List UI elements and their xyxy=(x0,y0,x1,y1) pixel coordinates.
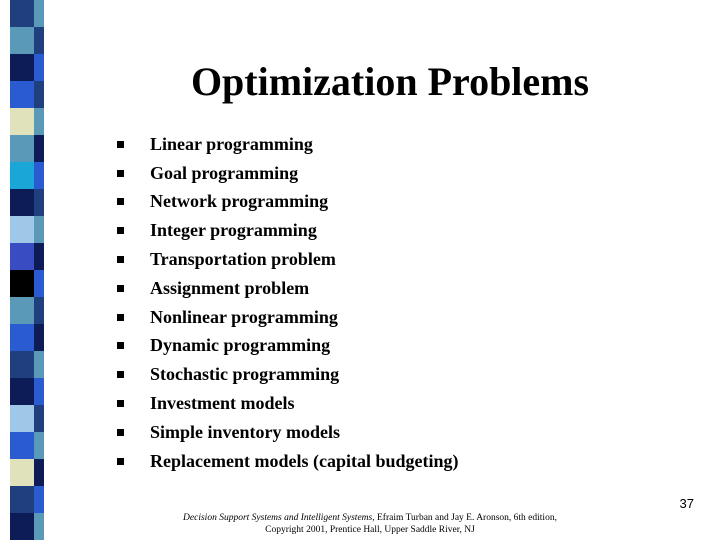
stripe-block xyxy=(10,459,34,487)
list-item xyxy=(110,303,458,332)
stripe-block xyxy=(10,324,34,352)
square-bullet-icon xyxy=(117,141,124,148)
slide-title: Optimization Problems xyxy=(190,59,590,104)
stripe-block xyxy=(34,216,44,244)
stripe-block xyxy=(10,189,34,217)
stripe-block xyxy=(10,297,34,325)
stripe-block xyxy=(10,513,34,540)
stripe-block xyxy=(10,432,34,460)
stripe-block xyxy=(34,54,44,82)
list-item xyxy=(110,188,458,217)
list-item xyxy=(110,216,458,245)
bullet-list xyxy=(110,130,458,476)
stripe-block xyxy=(34,189,44,217)
stripe-block xyxy=(34,81,44,109)
square-bullet-icon xyxy=(117,458,124,465)
list-item xyxy=(110,447,458,476)
decorative-stripe xyxy=(0,0,72,540)
stripe-block xyxy=(34,135,44,163)
square-bullet-icon xyxy=(117,285,124,292)
square-bullet-icon xyxy=(117,170,124,177)
bullet-text: Stochastic programming xyxy=(150,364,340,385)
bullet-text: Dynamic programming xyxy=(150,335,331,356)
footer-copyright: Copyright 2001, Prentice Hall, Upper Saddle River, NJ xyxy=(265,525,475,535)
stripe-block xyxy=(10,108,34,136)
stripe-block xyxy=(34,27,44,55)
stripe-block xyxy=(34,0,44,28)
bullet-text: Simple inventory models xyxy=(150,421,341,442)
stripe-block xyxy=(10,81,34,109)
stripe-block xyxy=(34,108,44,136)
stripe-block xyxy=(10,135,34,163)
bullet-text: Replacement models (capital budgeting) xyxy=(150,450,459,471)
list-item xyxy=(110,130,458,159)
book-title: Decision Support Systems and Intelligent Systems xyxy=(183,513,373,523)
page-number: 37 xyxy=(679,496,694,511)
stripe-block xyxy=(34,162,44,190)
footer-line-1 xyxy=(150,512,590,524)
square-bullet-icon xyxy=(117,256,124,263)
list-item xyxy=(110,360,458,389)
list-item xyxy=(110,418,458,447)
stripe-block xyxy=(10,54,34,82)
stripe-block xyxy=(10,216,34,244)
stripe-block xyxy=(34,432,44,460)
list-item xyxy=(110,274,458,303)
bullet-text: Integer programming xyxy=(150,220,317,241)
stripe-block xyxy=(34,351,44,379)
stripe-block xyxy=(34,297,44,325)
list-item xyxy=(110,389,458,418)
book-authors: , Efraim Turban and Jay E. Aronson, 6th edition, xyxy=(372,513,557,523)
stripe-block xyxy=(10,486,34,514)
list-item xyxy=(110,332,458,361)
bullet-text: Investment models xyxy=(150,393,295,414)
square-bullet-icon xyxy=(117,227,124,234)
stripe-block xyxy=(34,405,44,433)
stripe-block xyxy=(34,486,44,514)
bullet-text: Transportation problem xyxy=(150,249,336,270)
stripe-block xyxy=(34,378,44,406)
stripe-block xyxy=(34,270,44,298)
stripe-block xyxy=(34,513,44,540)
stripe-block xyxy=(10,0,34,28)
stripe-block xyxy=(34,459,44,487)
stripe-block xyxy=(10,405,34,433)
square-bullet-icon xyxy=(117,198,124,205)
stripe-block xyxy=(34,324,44,352)
bullet-text: Assignment problem xyxy=(150,277,310,298)
square-bullet-icon xyxy=(117,429,124,436)
square-bullet-icon xyxy=(117,371,124,378)
stripe-block xyxy=(10,270,34,298)
stripe-block xyxy=(10,378,34,406)
square-bullet-icon xyxy=(117,400,124,407)
bullet-text: Nonlinear programming xyxy=(150,306,338,327)
stripe-block xyxy=(10,243,34,271)
list-item xyxy=(110,159,458,188)
square-bullet-icon xyxy=(117,342,124,349)
stripe-block xyxy=(10,351,34,379)
list-item xyxy=(110,245,458,274)
bullet-text: Network programming xyxy=(150,191,329,212)
stripe-block xyxy=(10,27,34,55)
bullet-text: Linear programming xyxy=(150,133,313,154)
square-bullet-icon xyxy=(117,314,124,321)
stripe-block xyxy=(34,243,44,271)
footer-citation xyxy=(150,512,590,536)
bullet-text: Goal programming xyxy=(150,162,299,183)
stripe-block xyxy=(10,162,34,190)
